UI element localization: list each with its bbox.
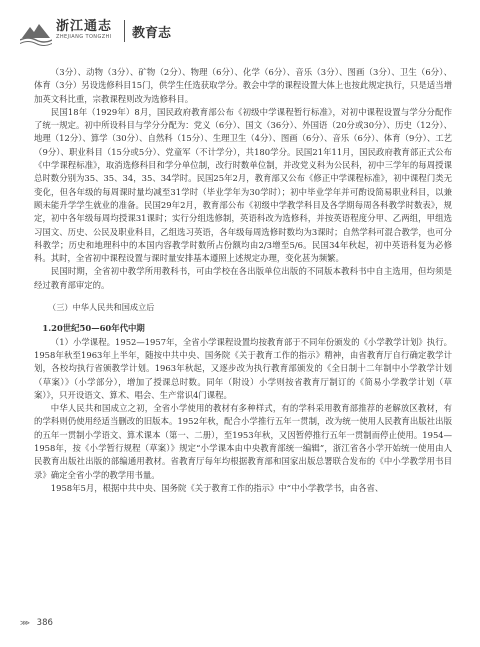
logo-text: [56, 19, 112, 41]
book-title: 教育志: [132, 26, 172, 41]
page-body: [34, 66, 452, 495]
paragraph: （3分）、动物（3分）、矿物（2分）、物理（6分）、化学（6分）、音乐（3分）、图画（3分）、卫生（6分）、体育（3分）另设选修科目15门，供学生任选获取学分。教会中学的课程设置大体上也按此规定执行，只是适当增加英文科比重，宗教课程则改为选修科目。: [34, 67, 452, 104]
header-divider: [124, 20, 125, 42]
page-marker-icon: ⋙: [20, 619, 30, 627]
page-header: [20, 18, 460, 46]
subsection-heading: 1.20世纪50—60年代中期: [42, 323, 145, 334]
paragraph: 1958年5月，根据中共中央、国务院《关于教育工作的指示》中“中小学教学书，由各省、: [50, 482, 384, 493]
paragraph: 民国时期，全省初中教学所用教科书，可由学校在各出版单位出版的不同版本教科书中自主选用，但均须是经过教育部审定的。: [34, 266, 452, 290]
section-heading: （三）中华人民共和国成立后: [48, 302, 155, 313]
logo-subtitle: ZHEJIANG TONGZHI: [56, 34, 112, 40]
paragraph: 民国18年（1929年）8月，国民政府教育部公布《初级中学课程暂行标准》，对初中课程设置与学分分配作了统一规定。初中所设科目与学分分配为：党义（6分）、国文（36分）、外国语（20分或30分）、历史（12分）、地理（12分）、算学（30分）、自然科（15分）、生理卫生（4分）、图画（6分）、音乐（6分）、体育（9分）、工艺（9分）、职业科目（15分或5分）、党童军（不计学分），共180学分。民国21年11月，国民政府教育部正式公布《中学课程标准》，取消选修科目和学分单位制，改行时数单位制，并改党义科为公民科，初中三学年的每周授课总时数分别为35、35、34，35、34学时。民国25年2月，教育部又公布《修正中学课程标准》，初中课程门类无变化，但各年级的每周课时量均减至31学时（毕业学年为30学时）；初中毕业学年并可酌设简易职业科目，以兼顾未能升学学生就业的准备。民国29年2月，教育部公布《初级中学教学科目及各学期每周各科教学时数表》，规定，初中各年级每周均授课31课时；实行分组选修制，英语科改为选修科，并按英语程度分甲、乙两组，甲组选习国文、历史、公民及职业科目，乙组选习英语，各年级每周选修时数均为3课时；自然学科可混合教学，也可分科教学；历史和地理科中的本国内容教学时数所占份额均由2/3增至5/6。民国34年秋起，初中英语科复为必修科。其时，全省初中课程设置与课时量安排基本遵照上述规定办理，变化甚为频繁。: [34, 106, 452, 264]
logo-icon: [20, 18, 52, 46]
page-footer: [20, 618, 53, 630]
page-number: 386: [36, 618, 53, 628]
paragraph: （1）小学课程。1952—1957年，全省小学课程设置均按教育部于不同年份颁发的《小学教学计划》执行。1958年秋至1963年上半年，随按中共中央、国务院《关于教育工作的指示》精神，由省教育厅自行确定教学计划，各校均执行省颁教学计划。1963年秋起，又逐步改为执行教育部颁发的《全日制十二年制中小学教学计划（草案）》（小学部分），增加了授课总时数。同年（附设）小学则按省教育厅制订的《简易小学教学计划（草案）》，只开设语文、算术、唱会、生产常识4门课程。: [34, 336, 452, 400]
logo-title: 浙江通志: [56, 19, 113, 34]
paragraph: 中华人民共和国成立之初，全省小学使用的教材有多种样式，有的学科采用教育部推荐的老解放区教材，有的学科则仍使用经适当删改的旧版本。1952年秋，配合小学推行五年一贯制，改为统一使用人民教育出版社出版的五年一贯制小学语文、算术课本（第一、二册），至1953年秋，又因暂停推行五年一贯制而停止使用。1954—1958年，按《小学暂行规程（草案）》规定“小学课本由中央教育部统一编辑”，浙江省各小学开始统一使用由人民教育出版社出版的部编通用教材。省教育厅每年均根据教育部和国家出版总署联合发布的《中小学教学用书目录》确定全省小学的教学用书量。: [34, 403, 452, 480]
